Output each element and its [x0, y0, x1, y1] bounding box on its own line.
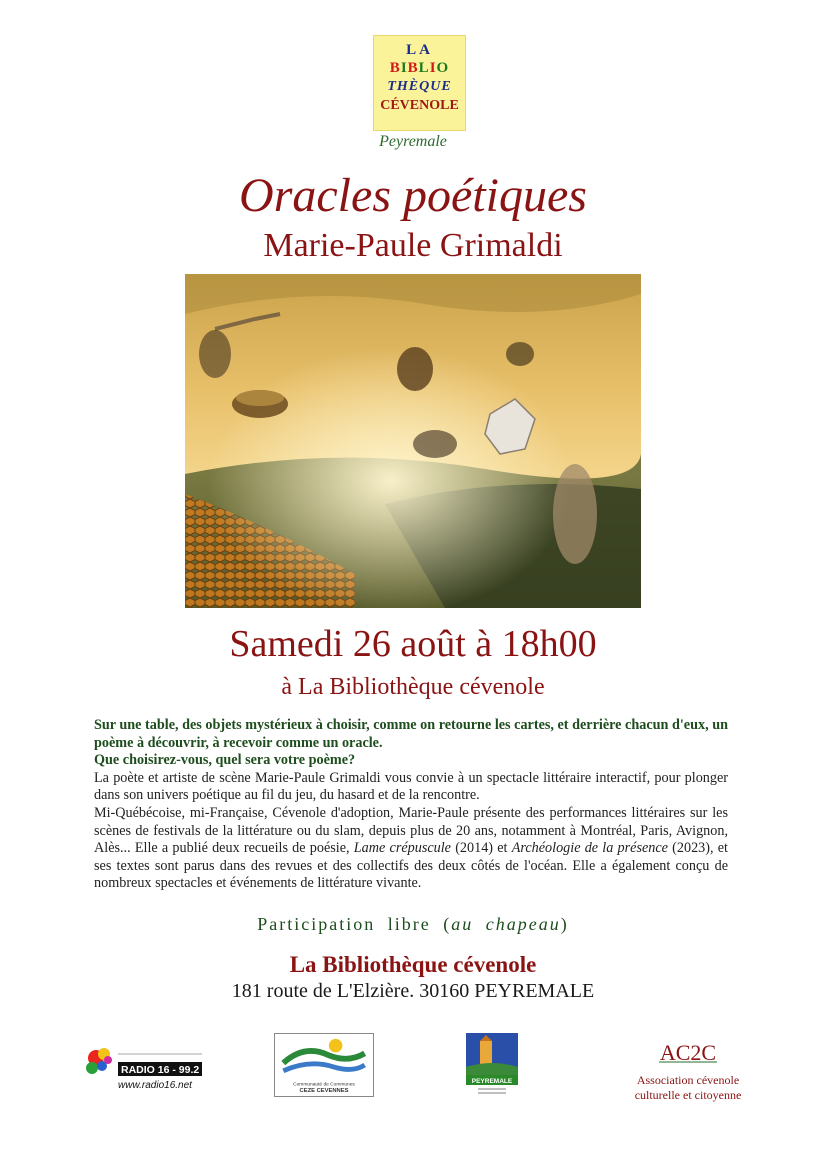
- description-question: Que choisirez-vous, quel sera votre poème?: [94, 752, 356, 769]
- ceze-cevennes-logo: [274, 1033, 374, 1097]
- description-text: (2014) et: [451, 840, 512, 857]
- book-title: Archéologie de la présence: [511, 840, 668, 857]
- logo-letter: I: [429, 60, 437, 76]
- participation-text: ): [560, 914, 569, 934]
- logo-letter: B: [407, 60, 419, 76]
- ac2c-line2: culturelle et citoyenne: [634, 1088, 742, 1102]
- logo-letter: O: [436, 60, 450, 76]
- book-title: Lame crépuscule: [353, 840, 451, 857]
- ac2c-logo-text: AC2C: [659, 1040, 717, 1065]
- bibliotheque-logo: [373, 35, 466, 131]
- logo-line-theque: THÈQUE: [387, 79, 452, 94]
- radio-label: RADIO 16 - 99.2: [121, 1064, 200, 1076]
- logo-line-cevenole: CÉVENOLE: [380, 98, 459, 113]
- description-paragraph: [94, 805, 728, 893]
- logo-line-biblio: [374, 59, 465, 78]
- ac2c-line1: Association cévenole: [636, 1073, 740, 1087]
- event-title: Oracles poétiques: [239, 169, 587, 222]
- library-name: La Bibliothèque cévenole: [289, 952, 537, 977]
- event-photo: [185, 274, 641, 608]
- author-name: Marie-Paule Grimaldi: [263, 227, 563, 264]
- library-address: 181 route de L'Elzière. 30160 PEYREMALE: [231, 980, 595, 1002]
- radio16-logo: [84, 1040, 204, 1096]
- event-date: Samedi 26 août à 18h00: [229, 623, 597, 665]
- ceze-line2: CEZE CEVENNES: [299, 1088, 349, 1095]
- ceze-line1: Communauté de Communes: [293, 1082, 355, 1088]
- description-paragraph: La poète et artiste de scène Marie-Paule Grimaldi vous convie à un spectacle littéraire interactif, pour plonger dans son univers poétique au fil du jeu, du hasard et de la rencontre.: [94, 769, 728, 804]
- ac2c-logo: [653, 1034, 723, 1068]
- event-venue: à La Bibliothèque cévenole: [281, 674, 545, 700]
- logo-letter: L: [418, 60, 430, 76]
- event-description: [94, 717, 728, 893]
- participation-italic: au chapeau: [451, 914, 561, 934]
- description-intro: Sur une table, des objets mystérieux à choisir, comme on retourne les cartes, et derrière chacun d'eux, un poème à découvrir, à recevoir comme un oracle.: [94, 717, 728, 751]
- peyremale-badge: PEYREMALE: [471, 1078, 513, 1085]
- radio-url: www.radio16.net: [118, 1080, 192, 1091]
- ac2c-logo-block: [628, 1034, 748, 1102]
- description-text: Mi-Québécoise, mi-Française, Cévenole d'adoption, Marie-Paule présente des performances littéraires sur les scènes de festivals de la littérature ou du slam, depuis plus de 20 ans, notamment à Montréal, Paris, Avignon, Alès... Elle a publié deux recueils de poésie,: [94, 804, 728, 857]
- peyremale-logo: [464, 1031, 520, 1097]
- participation-text: Participation libre (: [257, 914, 452, 934]
- logo-letter: B: [389, 60, 401, 76]
- logo-letter: I: [400, 60, 408, 76]
- participation-note: [0, 914, 826, 935]
- logo-line-la: LA: [406, 42, 433, 58]
- logo-town: Peyremale: [379, 133, 447, 150]
- description-text: (2023), et ses textes sont parus dans des revues et des collectifs des deux côtés de l'océan. Elle a également conçu de nombreux spectacles et événements de littérature vivante.: [94, 840, 728, 892]
